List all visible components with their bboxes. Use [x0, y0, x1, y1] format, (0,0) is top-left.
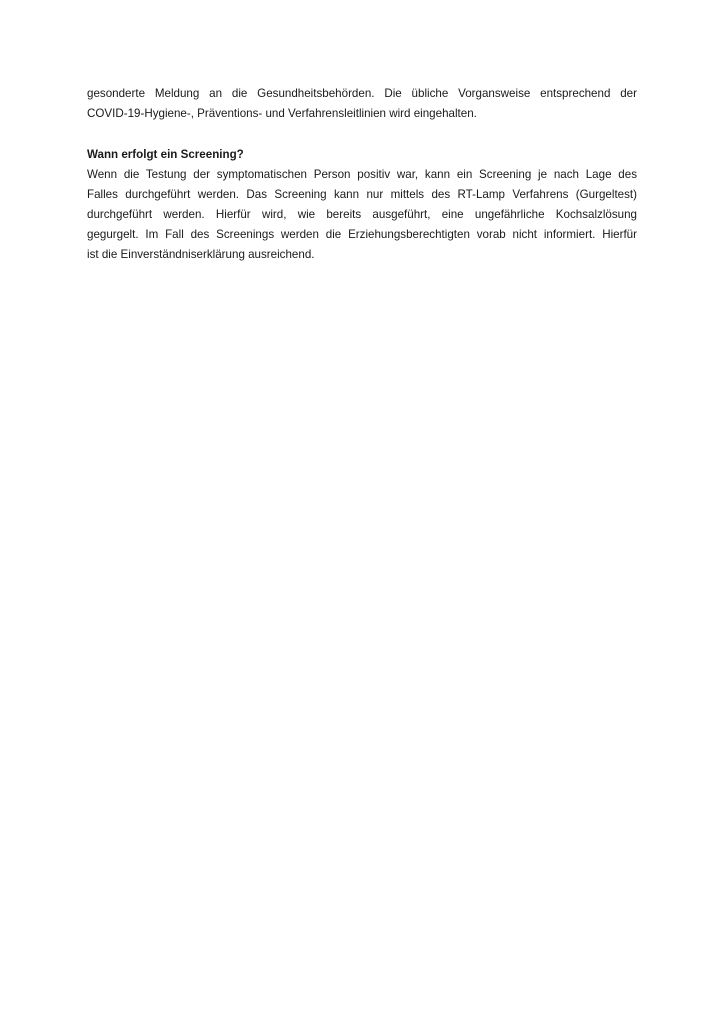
- intro-line-2: COVID-19-Hygiene-, Präventions- und Verfahrensleitlinien wird eingehalten.: [87, 107, 477, 120]
- section-line-2: Falles durchgeführt werden. Das Screening kann nur mittels des RT-Lamp Verfahrens (Gurgeltest): [87, 188, 637, 201]
- section-line-4: gegurgelt. Im Fall des Screenings werden die Erziehungsberechtigten vorab nicht informiert. Hierfür: [87, 228, 637, 241]
- section-heading: Wann erfolgt ein Screening?: [87, 148, 244, 161]
- intro-paragraph: [87, 84, 637, 124]
- section-paragraph: [87, 165, 637, 265]
- section-line-1: Wenn die Testung der symptomatischen Person positiv war, kann ein Screening je nach Lage des: [87, 168, 637, 181]
- intro-line-1: gesonderte Meldung an die Gesundheitsbehörden. Die übliche Vorgansweise entsprechend der: [87, 87, 637, 100]
- section-line-5: ist die Einverständniserklärung ausreichend.: [87, 248, 315, 261]
- section-line-3: durchgeführt werden. Hierfür wird, wie bereits ausgeführt, eine ungefährliche Kochsalzlösung: [87, 208, 637, 221]
- document-body: [87, 84, 637, 265]
